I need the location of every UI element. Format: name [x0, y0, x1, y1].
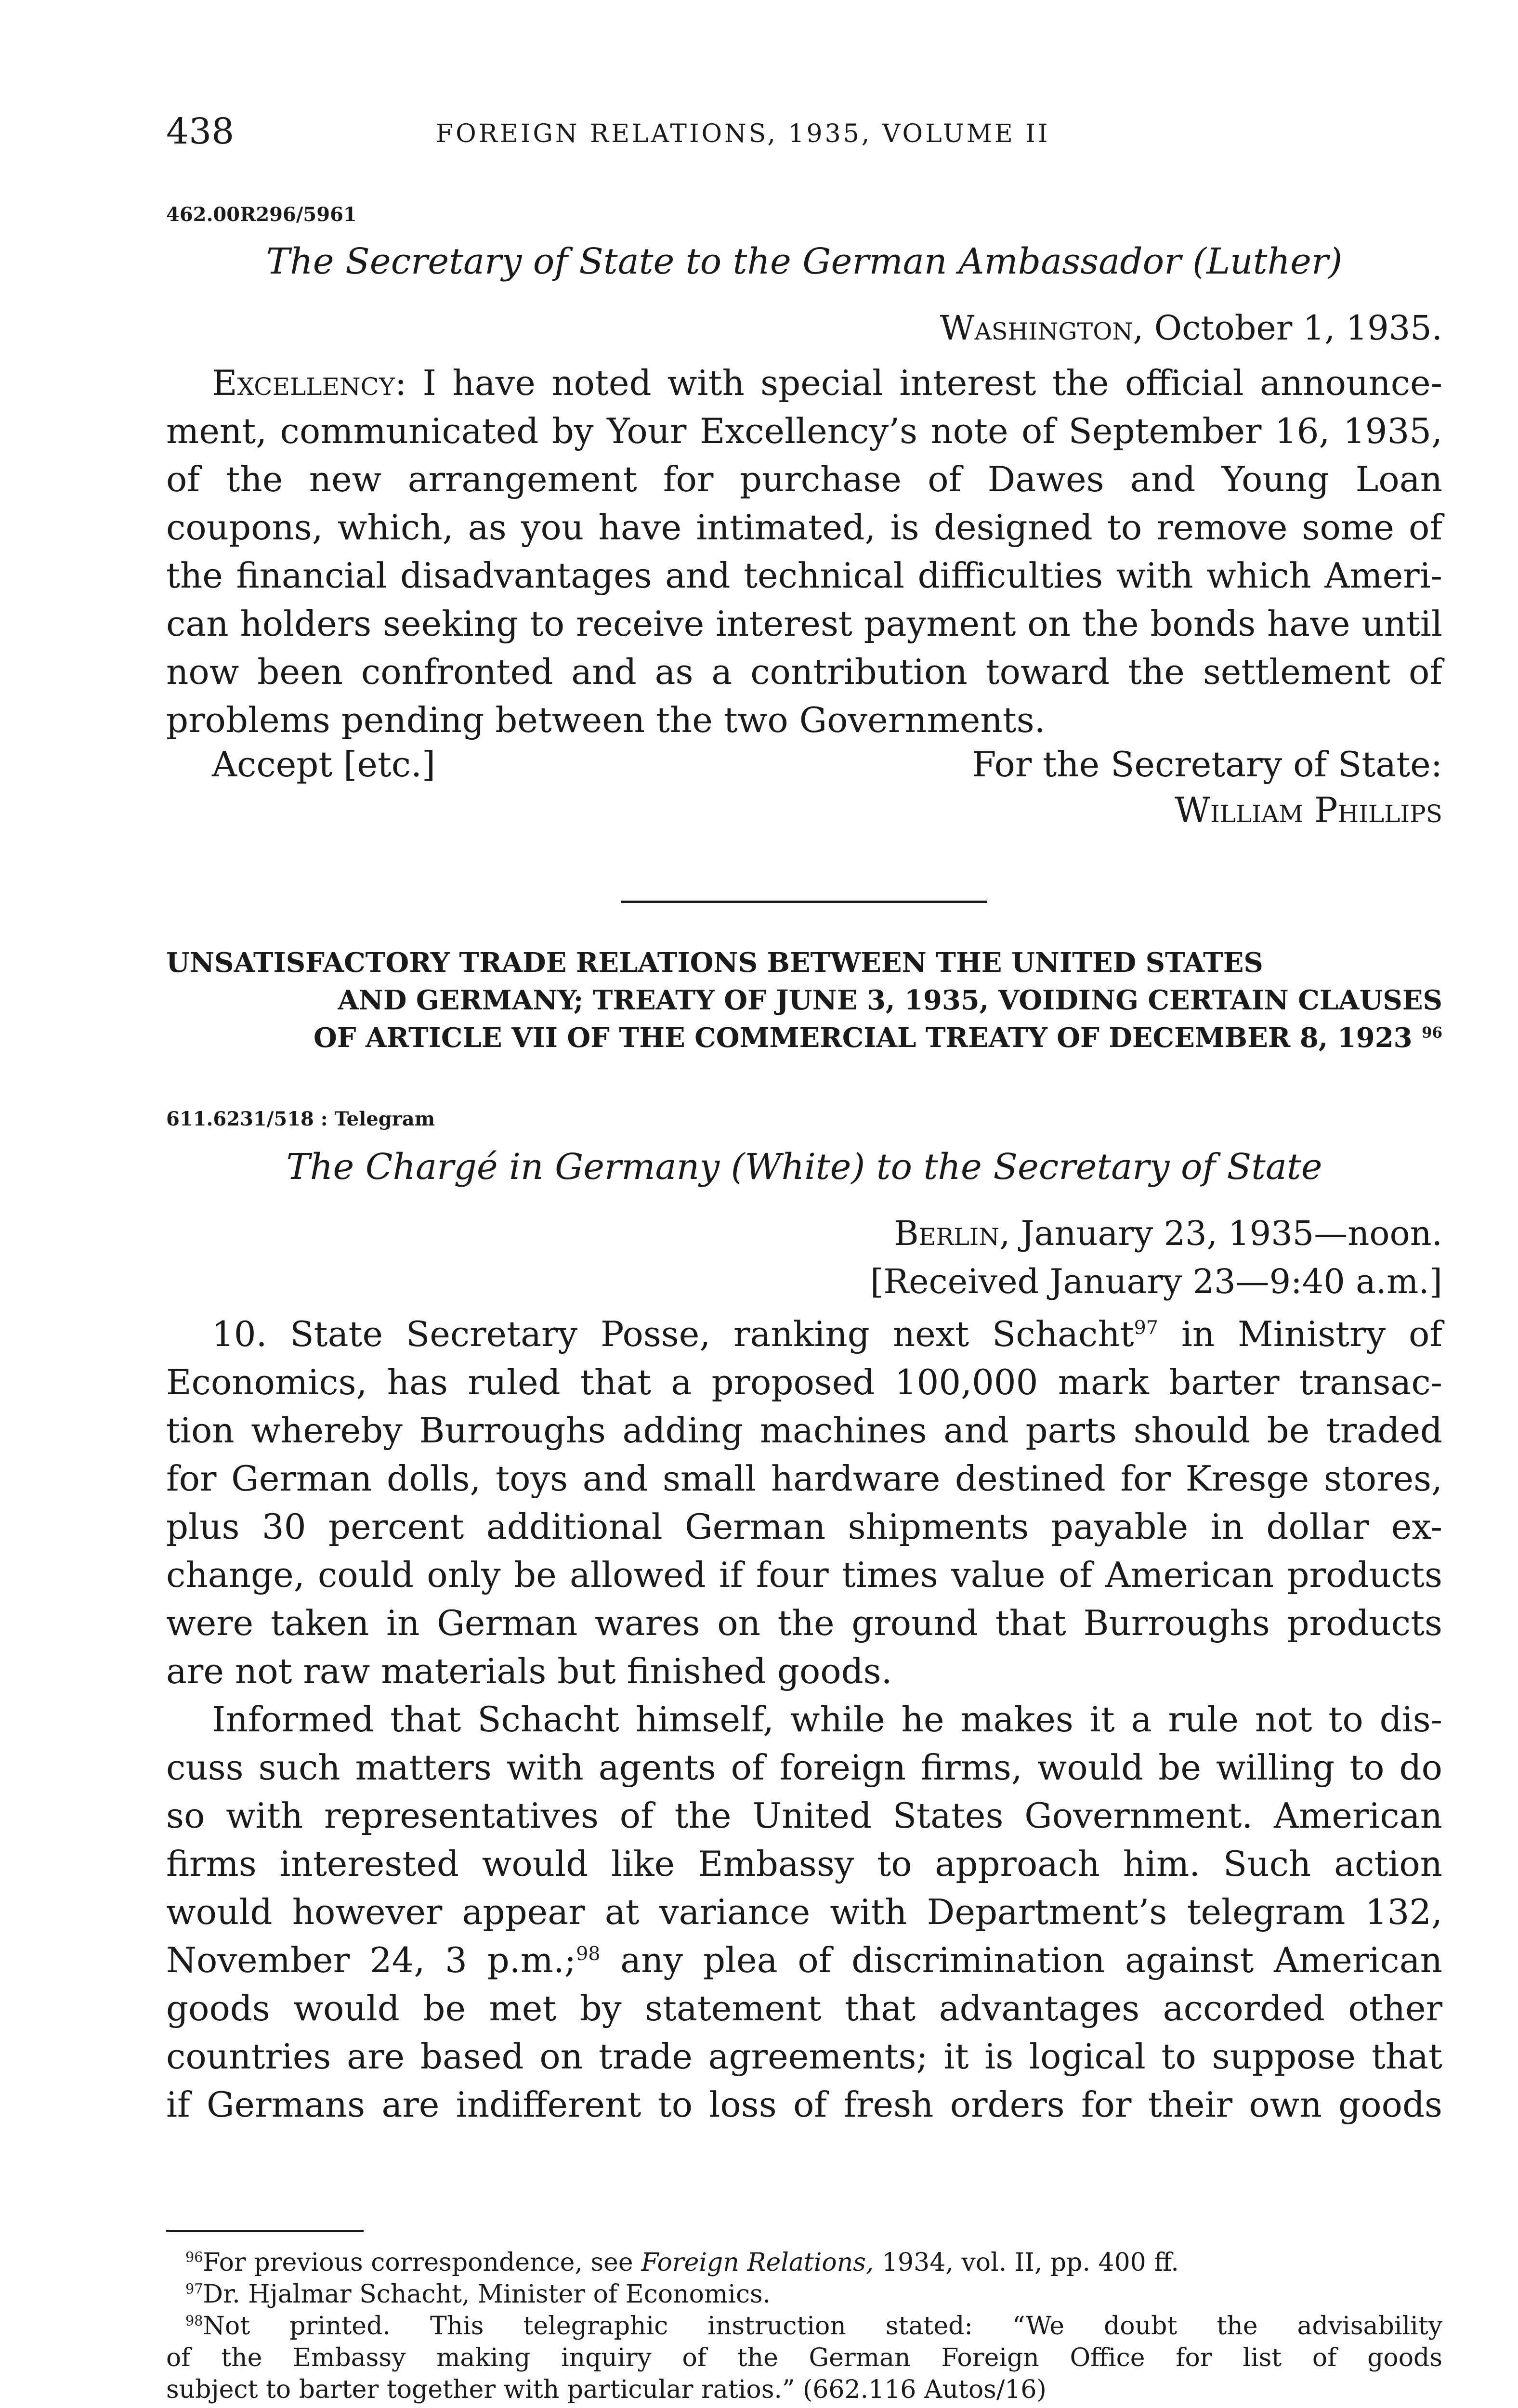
body-line: would however appear at variance with Department’s telegram 132,	[166, 1892, 1442, 1932]
body-line: tion whereby Burroughs adding machines and parts should be traded	[166, 1410, 1442, 1451]
body-line: 10. State Secretary Posse, ranking next Schacht$^{97}$ in Ministry of	[212, 1314, 1442, 1354]
body-line: Economics, has ruled that a proposed 100,000 mark barter transac-	[166, 1362, 1442, 1402]
body-line: November 24, 3 p.m.;$^{98}$ any plea of discrimination against American	[166, 1940, 1442, 1980]
body-line: Excellency: I have noted with special interest the official announce-	[212, 363, 1442, 403]
body-line: the financial disadvantages and technical difficulties with which Ameri-	[166, 555, 1442, 596]
dateline-date: October 1, 1935.	[1143, 308, 1442, 348]
footnote: $^{98}$Not printed. This telegraphic instruction stated: “We doubt the advisability of the Embassy making inquiry of the German Foreign Office for list of goods subject to barter together with particular ratios.” (662.116 Autos/16)	[166, 2312, 1442, 2404]
footnote-marker: 96	[185, 2249, 203, 2265]
received-line: [Received January 23—9:40 a.m.]	[870, 1262, 1442, 1301]
dateline	[894, 1214, 1442, 1253]
footnote-ref: 98	[576, 1943, 601, 1965]
footnotes	[166, 2247, 1442, 2406]
body-line: coupons, which, as you have intimated, is designed to remove some of	[166, 507, 1442, 548]
dateline-place: Washington,	[940, 308, 1144, 348]
body-line: problems pending between the two Governments.	[166, 700, 1046, 740]
body-line: of the new arrangement for purchase of Dawes and Young Loan	[166, 459, 1442, 499]
body-line: Informed that Schacht himself, while he makes it a rule not to dis-	[212, 1699, 1442, 1740]
signature-line: For the Secretary of State:	[972, 744, 1442, 785]
body-line: were taken in German wares on the ground that Burroughs products	[166, 1603, 1442, 1643]
file-number: 611.6231/518 : Telegram	[166, 1108, 435, 1130]
body-line: if Germans are indifferent to loss of fresh orders for their own goods	[166, 2084, 1442, 2125]
section-divider	[621, 901, 987, 903]
footnote-ref: 97	[1134, 1317, 1158, 1339]
footnote-marker: 97	[185, 2280, 203, 2297]
letter-body	[166, 359, 1442, 744]
section-heading	[166, 944, 1442, 1057]
footnote: $^{96}$For previous correspondence, see Foreign Relations, 1934, vol. II, pp. 400 ff.	[185, 2248, 1179, 2277]
body-line: cuss such matters with agents of foreign firms, would be willing to do	[166, 1747, 1442, 1788]
body-line: plus 30 percent additional German shipments payable in dollar ex-	[166, 1506, 1442, 1547]
file-number: 462.00R296/5961	[166, 203, 357, 226]
body-line: firms interested would like Embassy to approach him. Such action	[166, 1844, 1442, 1884]
body-line: countries are based on trade agreements; it is logical to suppose that	[166, 2036, 1442, 2077]
heading-line: UNSATISFACTORY TRADE RELATIONS BETWEEN THE UNITED STATES	[166, 947, 1263, 979]
telegram-paragraph	[166, 1695, 1442, 2129]
footnote-rule	[166, 2230, 364, 2232]
body-line: now been confronted and as a contribution toward the settlement of	[166, 652, 1442, 692]
body-line: change, could only be allowed if four times value of American products	[166, 1555, 1442, 1595]
closing-formula: Accept [etc.]	[212, 744, 436, 785]
signature-name: William Phillips	[1175, 790, 1442, 830]
dateline-place: Berlin,	[894, 1214, 1010, 1253]
footnote: $^{97}$Dr. Hjalmar Schacht, Minister of Economics.	[185, 2280, 771, 2309]
heading-line: OF ARTICLE VII OF THE COMMERCIAL TREATY OF DECEMBER 8, 1923 $^{96}$	[314, 1022, 1442, 1054]
running-title: FOREIGN RELATIONS, 1935, VOLUME II	[436, 119, 1050, 148]
document-title: The Secretary of State to the German Ambassador (Luther)	[266, 241, 1343, 282]
body-line: are not raw materials but finished goods.	[166, 1651, 892, 1691]
salutation: Excellency:	[212, 363, 407, 403]
dateline	[940, 308, 1443, 348]
body-line: goods would be met by statement that advantages accorded other	[166, 1988, 1442, 2028]
body-line: can holders seeking to receive interest payment on the bonds have until	[166, 603, 1442, 644]
body-line: ment, communicated by Your Excellency’s note of September 16, 1935,	[166, 411, 1442, 451]
dateline-date: January 23, 1935—noon.	[1010, 1214, 1442, 1253]
footnote-ref: 96	[1422, 1024, 1442, 1042]
document-title: The Chargé in Germany (White) to the Secretary of State	[286, 1146, 1322, 1188]
footnote-marker: 98	[185, 2312, 203, 2329]
heading-line: AND GERMANY; TREATY OF JUNE 3, 1935, VOIDING CERTAIN CLAUSES	[338, 984, 1442, 1016]
running-head	[166, 111, 1442, 164]
page-number: 438	[166, 111, 235, 152]
body-line: for German dolls, toys and small hardware destined for Kresge stores,	[166, 1458, 1442, 1499]
body-line: so with representatives of the United States Government. American	[166, 1795, 1442, 1836]
telegram-paragraph	[166, 1310, 1442, 1695]
